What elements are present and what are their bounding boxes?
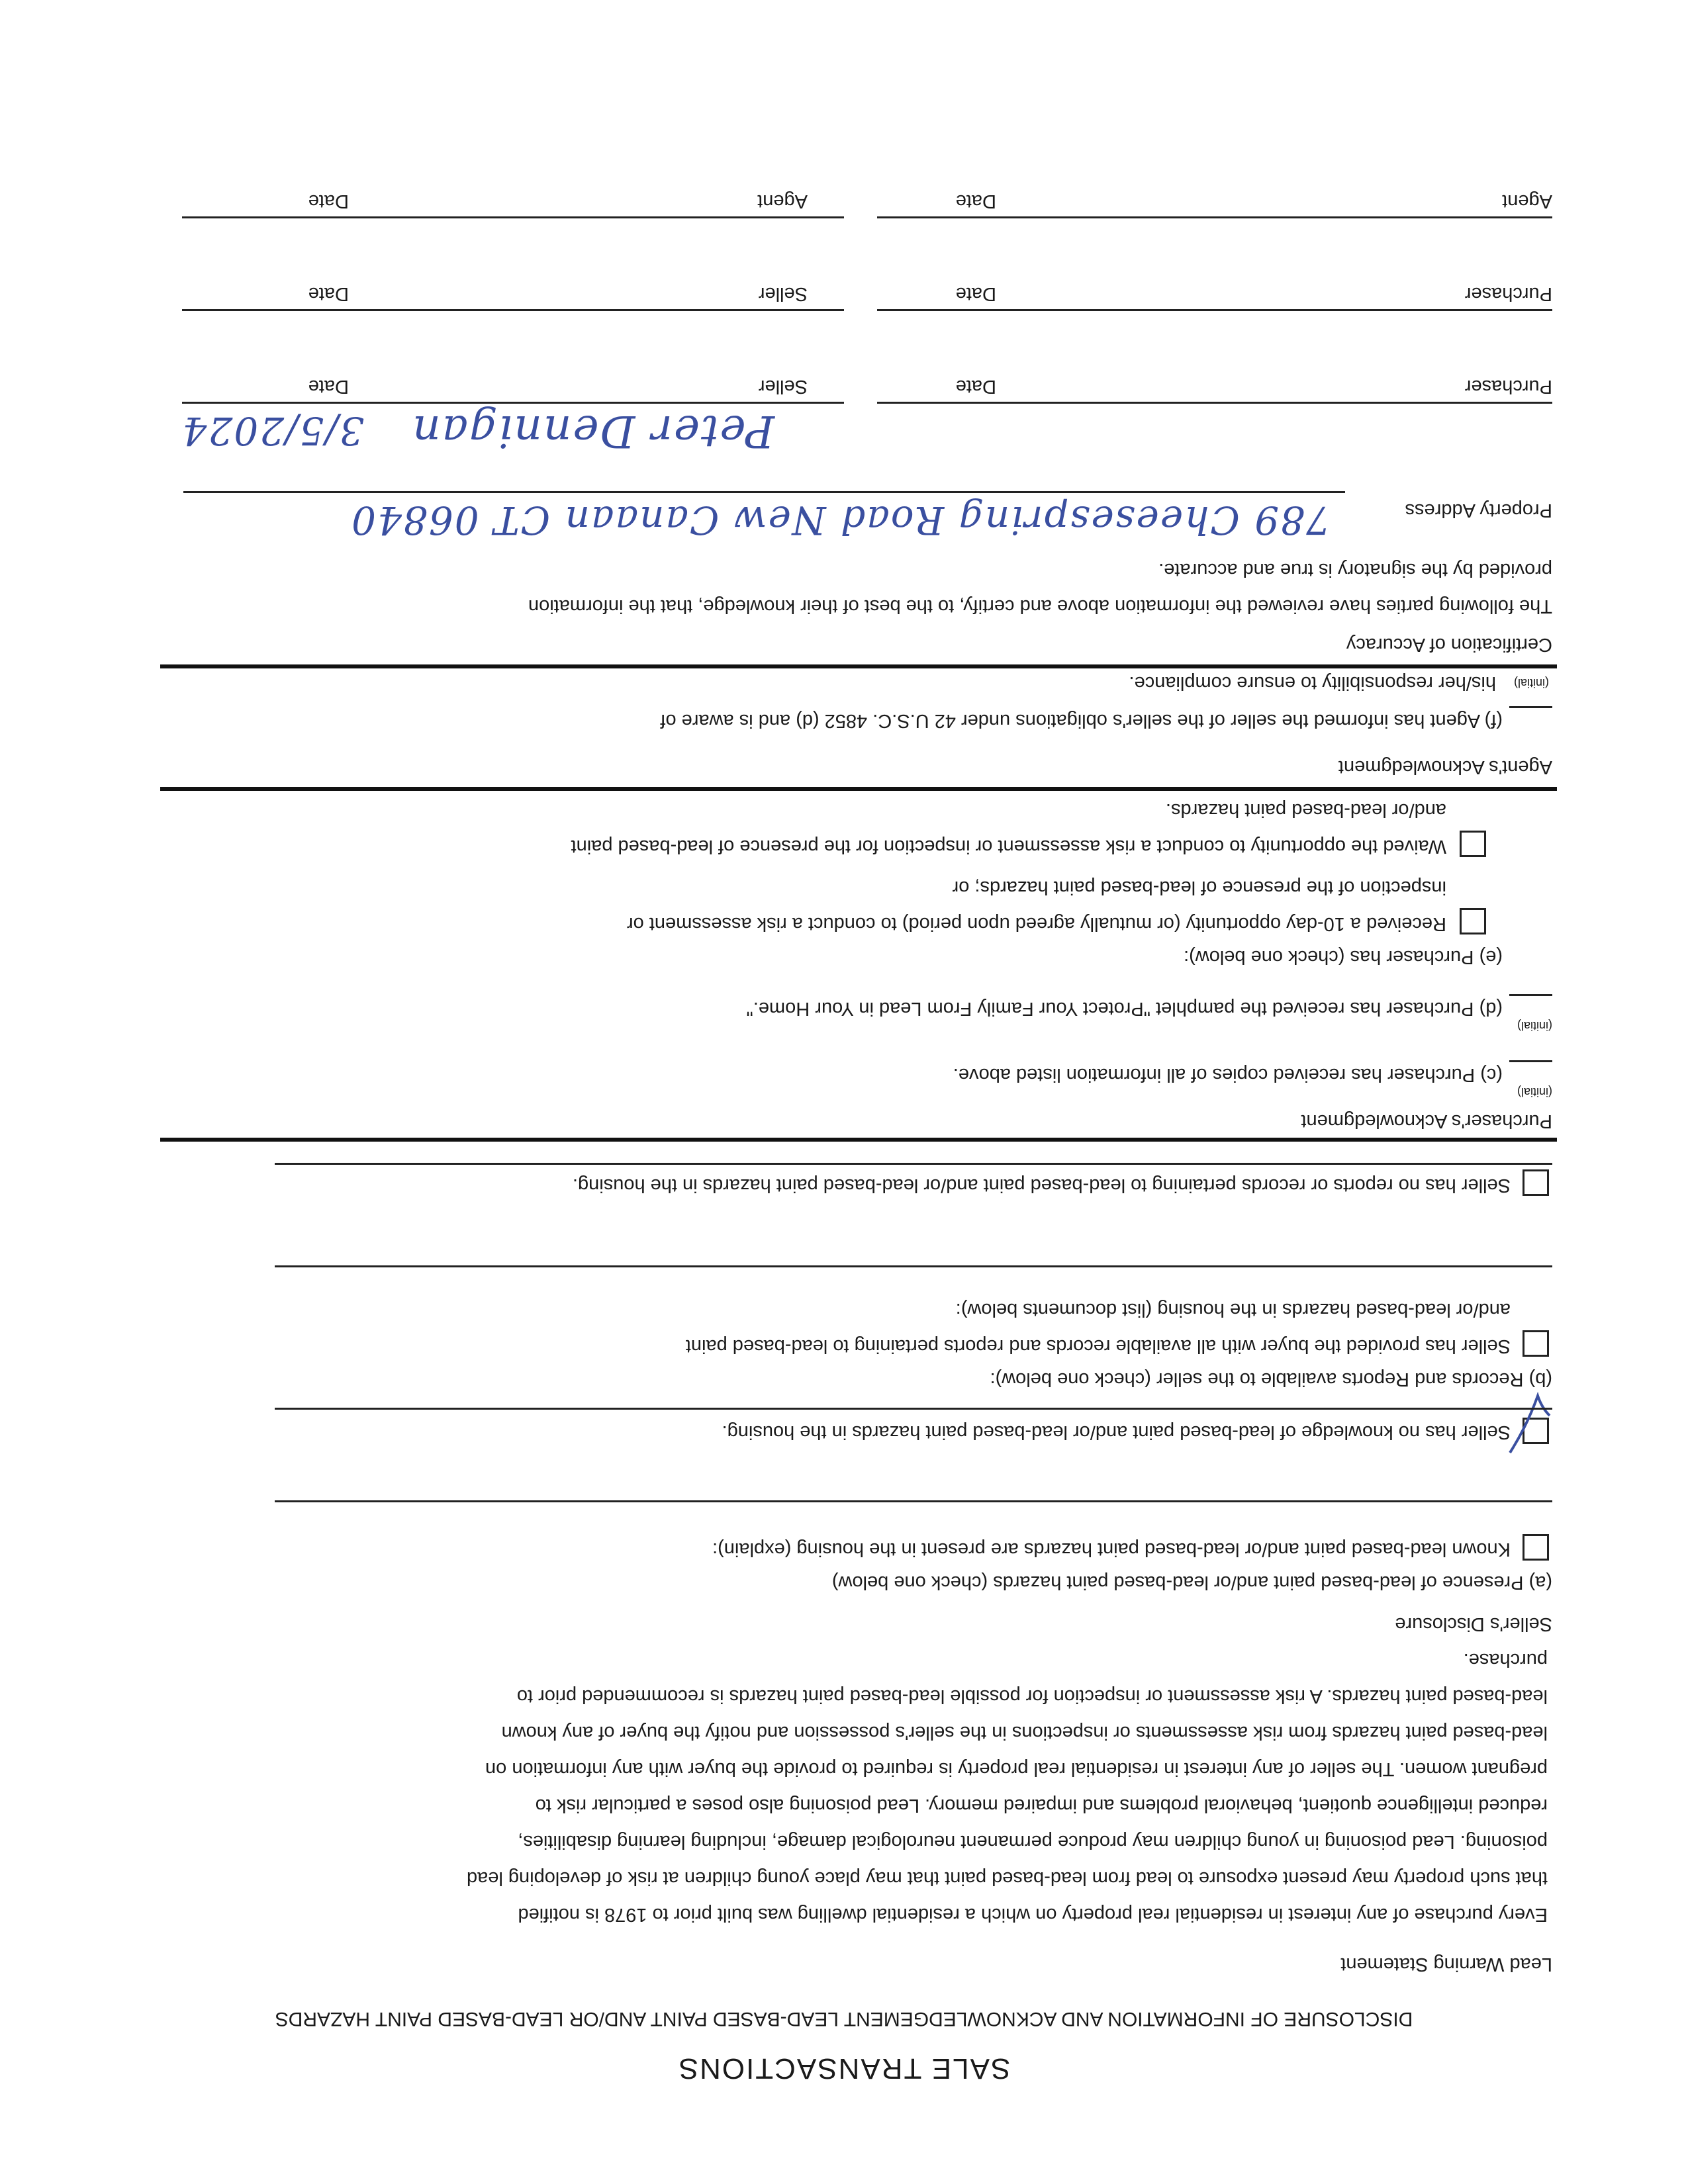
initial-f-line[interactable] [1509, 706, 1552, 708]
property-address-value: 789 Cheesespring Road New Canaan CT 06840 [350, 498, 1331, 543]
seller-2-date-label: Date [308, 283, 349, 304]
purchasers-ack-heading: Purchaser's Acknowledgment [1301, 1111, 1552, 1132]
agent-1-label: Agent [1502, 191, 1552, 212]
lead-warning-line: Every purchase of any interest in residential real property on which a residential dwelling was built prior to 1978 is notified [518, 1904, 1548, 1925]
certification-text: The following parties have reviewed the information above and certify, to the best of their knowledge, that the information [528, 596, 1552, 617]
purchaser-has-text: (e) Purchaser has (check one below): [1184, 946, 1503, 968]
certification-text-cont: provided by the signatory is true and accurate. [1158, 559, 1552, 580]
property-address-line[interactable] [183, 491, 1345, 493]
known-hazards-checkbox[interactable] [1523, 1534, 1549, 1561]
sellers-disclosure-heading: Seller's Disclosure [1395, 1614, 1552, 1635]
certification-heading: Certification of Accuracy [1346, 634, 1552, 655]
section-divider [160, 664, 1557, 668]
records-provided-label: Seller has provided the buyer with all available records and reports pertaining to lead-based paint [685, 1336, 1511, 1357]
initial-f-label: (initial) [1513, 676, 1549, 690]
initial-d-line[interactable] [1509, 994, 1552, 996]
waived-opportunity-label-cont: and/or lead-based paint hazards. [1165, 799, 1446, 821]
records-question: (b) Records and Reports available to the seller (check one below): [990, 1369, 1552, 1390]
lead-warning-text [144, 1641, 1548, 1933]
section-divider [160, 1138, 1557, 1142]
initial-d-label: (initial) [1517, 1019, 1552, 1032]
purchaser-1-date-label: Date [955, 376, 996, 397]
purchaser-1-label: Purchaser [1464, 376, 1552, 397]
purchaser-2-date-label: Date [955, 283, 996, 304]
page-title: SALE TRANSACTIONS [677, 2052, 1011, 2085]
agent-2-date-label: Date [308, 191, 349, 212]
agent-2-signature-line[interactable] [182, 216, 844, 218]
page-subtitle: DISCLOSURE OF INFORMATION AND ACKNOWLEDGEMENT LEAD-BASED PAINT AND/OR LEAD-BASED PAINT HAZARDS [275, 2008, 1413, 2030]
records-provided-checkbox[interactable] [1523, 1330, 1549, 1357]
seller-1-label: Seller [758, 376, 808, 397]
lead-warning-line: lead-based paint hazards from risk assessments or inspections in the seller's possession and notify the buyer of any known [501, 1722, 1548, 1743]
no-records-underline [275, 1163, 1552, 1165]
no-knowledge-underline [275, 1408, 1552, 1410]
received-copies-text: (c) Purchaser has received copies of all information listed above. [953, 1064, 1503, 1085]
presence-question: (a) Presence of lead-based paint and/or lead-based paint hazards (check one below) [831, 1572, 1552, 1593]
documents-list-line[interactable] [275, 1265, 1552, 1267]
seller-2-signature-line[interactable] [182, 309, 844, 311]
initial-c-label: (initial) [1517, 1085, 1552, 1099]
lead-warning-heading: Lead Warning Statement [1340, 1954, 1552, 1975]
section-divider [160, 787, 1557, 791]
purchaser-2-signature-line[interactable] [877, 309, 1552, 311]
records-provided-label-cont: and/or lead-based hazards in the housing (list documents below): [955, 1299, 1511, 1320]
no-records-label: Seller has no reports or records pertaining to lead-based paint and/or lead-based paint hazards in the housing. [572, 1175, 1511, 1196]
lead-warning-line: purchase. [1463, 1649, 1548, 1670]
no-knowledge-checkbox[interactable] [1523, 1418, 1549, 1444]
agent-responsibility-text: his/her responsibility to ensure compliance. [1129, 672, 1496, 694]
seller-1-signature-line[interactable] [182, 402, 844, 404]
purchaser-1-signature-line[interactable] [877, 402, 1552, 404]
waived-opportunity-label: Waived the opportunity to conduct a risk assessment or inspection for the presence of lead-based paint [571, 836, 1446, 857]
known-hazards-label: Known lead-based paint and/or lead-based paint hazards are present in the housing (explain): [712, 1539, 1511, 1560]
received-opportunity-label-cont: inspection of the presence of lead-based paint hazards; or [952, 877, 1446, 898]
no-knowledge-label: Seller has no knowledge of lead-based paint and/or lead-based paint hazards in the housing. [722, 1422, 1511, 1443]
agent-2-label: Agent [757, 191, 808, 212]
received-opportunity-checkbox[interactable] [1460, 908, 1486, 934]
lead-warning-line: lead-based paint hazards. A risk assessment or inspection for possible lead-based paint hazards is recommended prior to [516, 1686, 1548, 1707]
seller-signature-date: 3/5/2024 [181, 408, 364, 453]
lead-warning-line: that such property may present exposure to lead from lead-based paint that may place young children at risk of developing lead [466, 1868, 1548, 1889]
agent-informed-text: (f) Agent has informed the seller of the seller's obligations under 42 U.S.C. 4852 (d) and is aware of [660, 710, 1503, 731]
seller-2-label: Seller [758, 283, 808, 304]
check-mark-icon [1507, 1383, 1554, 1455]
lead-warning-line: poisoning. Lead poisoning in young children may produce permanent neurological damage, including learning disabilities, [518, 1831, 1548, 1852]
no-records-checkbox[interactable] [1523, 1169, 1549, 1196]
lead-warning-line: pregnant women. The seller of any interest in residential real property is required to provide the buyer with any information on [485, 1758, 1548, 1780]
explain-line[interactable] [275, 1500, 1552, 1502]
received-pamphlet-text: (d) Purchaser has received the pamphlet "Protect Your Family From Lead in Your Home." [746, 998, 1503, 1019]
purchaser-2-label: Purchaser [1464, 283, 1552, 304]
property-address-label: Property Address [1405, 500, 1552, 521]
lead-warning-line: reduced intelligence quotient, behavioral problems and impaired memory. Lead poisoning also poses a particular risk to [535, 1795, 1548, 1816]
initial-c-line[interactable] [1509, 1060, 1552, 1062]
seller-signature: Peter Dennigan [411, 406, 774, 457]
waived-opportunity-checkbox[interactable] [1460, 831, 1486, 857]
seller-1-date-label: Date [308, 376, 349, 397]
agent-1-date-label: Date [955, 191, 996, 212]
agent-1-signature-line[interactable] [877, 216, 1552, 218]
received-opportunity-label: Received a 10-day opportunity (or mutually agreed upon period) to conduct a risk assessment or [627, 913, 1446, 934]
agents-ack-heading: Agent's Acknowledgment [1338, 756, 1552, 778]
